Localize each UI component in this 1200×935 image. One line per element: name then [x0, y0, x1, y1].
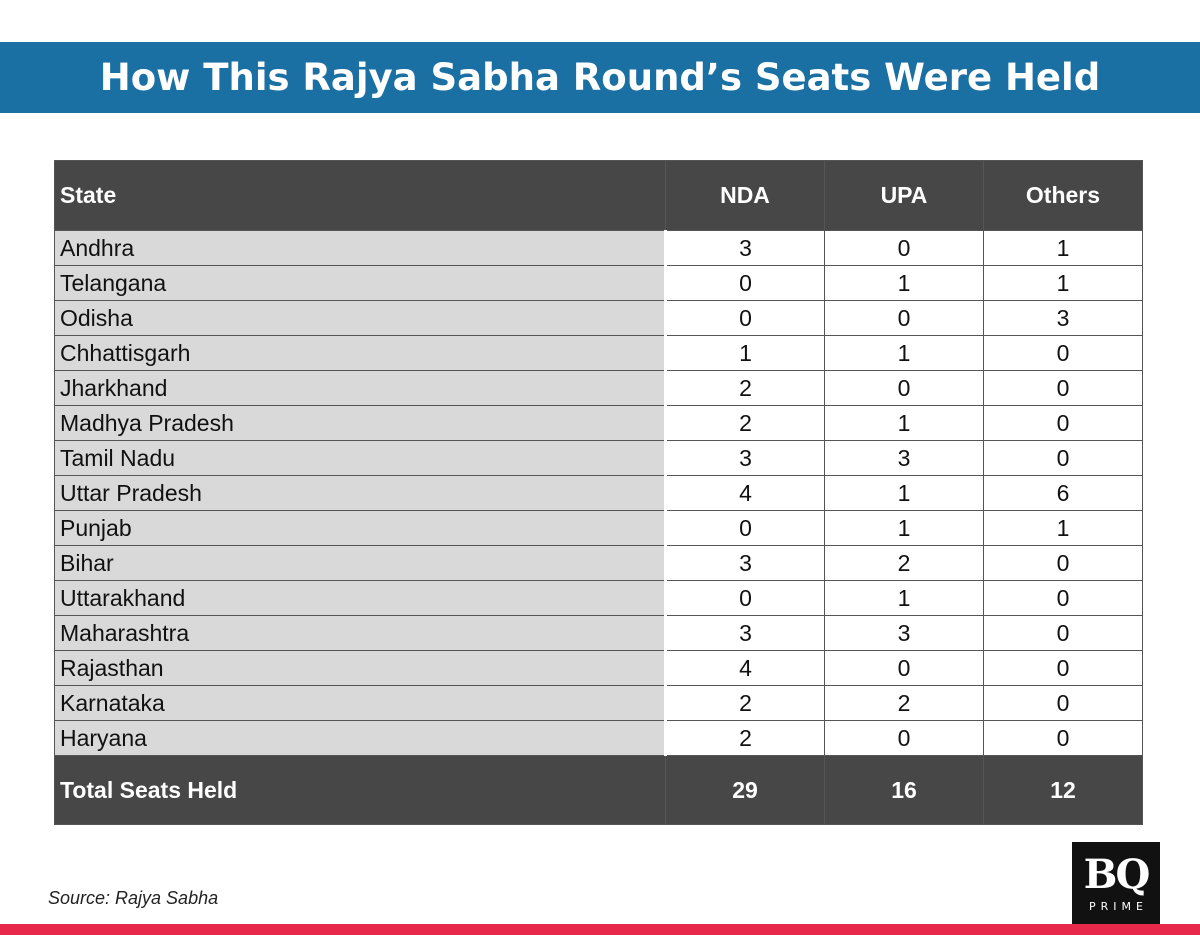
upa-value-cell: 3: [825, 441, 984, 476]
column-header-others: Others: [984, 161, 1143, 231]
state-name-cell: Maharashtra: [55, 616, 666, 651]
table-row: [55, 336, 1143, 371]
state-name-cell: Telangana: [55, 266, 666, 301]
state-name-cell: Jharkhand: [55, 371, 666, 406]
nda-value-cell: 1: [666, 336, 825, 371]
others-value-cell: 1: [984, 231, 1143, 266]
others-value-cell: 0: [984, 546, 1143, 581]
state-name-cell: Uttar Pradesh: [55, 476, 666, 511]
upa-value-cell: 0: [825, 721, 984, 756]
state-name-cell: Andhra: [55, 231, 666, 266]
table-header-row: [55, 161, 1143, 231]
column-header-state: State: [55, 161, 666, 231]
table-body: [55, 231, 1143, 756]
nda-value-cell: 3: [666, 441, 825, 476]
upa-value-cell: 1: [825, 511, 984, 546]
total-row: [55, 756, 1143, 825]
nda-value-cell: 0: [666, 511, 825, 546]
upa-value-cell: 2: [825, 546, 984, 581]
others-value-cell: 0: [984, 581, 1143, 616]
others-value-cell: 1: [984, 511, 1143, 546]
logo-subtitle: PRIME: [1089, 900, 1148, 913]
nda-value-cell: 4: [666, 476, 825, 511]
upa-value-cell: 1: [825, 336, 984, 371]
column-header-upa: UPA: [825, 161, 984, 231]
others-value-cell: 0: [984, 441, 1143, 476]
table-row: [55, 721, 1143, 756]
nda-value-cell: 2: [666, 406, 825, 441]
others-value-cell: 0: [984, 406, 1143, 441]
table-row: [55, 616, 1143, 651]
total-upa: 16: [825, 756, 984, 825]
upa-value-cell: 0: [825, 651, 984, 686]
title-banner: [0, 42, 1200, 113]
state-name-cell: Tamil Nadu: [55, 441, 666, 476]
state-name-cell: Odisha: [55, 301, 666, 336]
upa-value-cell: 0: [825, 231, 984, 266]
page-title: How This Rajya Sabha Round’s Seats Were Held: [99, 56, 1101, 99]
bottom-accent-bar: [0, 924, 1200, 935]
state-name-cell: Uttarakhand: [55, 581, 666, 616]
table-row: [55, 371, 1143, 406]
bq-prime-logo: [1072, 842, 1160, 930]
nda-value-cell: 2: [666, 371, 825, 406]
column-header-nda: NDA: [666, 161, 825, 231]
nda-value-cell: 0: [666, 301, 825, 336]
table-row: [55, 231, 1143, 266]
table-row: [55, 441, 1143, 476]
nda-value-cell: 0: [666, 266, 825, 301]
others-value-cell: 0: [984, 371, 1143, 406]
table-row: [55, 406, 1143, 441]
nda-value-cell: 3: [666, 546, 825, 581]
table-row: [55, 266, 1143, 301]
others-value-cell: 0: [984, 721, 1143, 756]
total-label: Total Seats Held: [55, 756, 666, 825]
others-value-cell: 3: [984, 301, 1143, 336]
upa-value-cell: 0: [825, 371, 984, 406]
state-name-cell: Chhattisgarh: [55, 336, 666, 371]
upa-value-cell: 1: [825, 581, 984, 616]
nda-value-cell: 2: [666, 721, 825, 756]
table-row: [55, 581, 1143, 616]
upa-value-cell: 1: [825, 476, 984, 511]
nda-value-cell: 3: [666, 616, 825, 651]
state-name-cell: Rajasthan: [55, 651, 666, 686]
others-value-cell: 1: [984, 266, 1143, 301]
table-row: [55, 686, 1143, 721]
state-name-cell: Bihar: [55, 546, 666, 581]
nda-value-cell: 3: [666, 231, 825, 266]
upa-value-cell: 2: [825, 686, 984, 721]
upa-value-cell: 1: [825, 406, 984, 441]
upa-value-cell: 3: [825, 616, 984, 651]
table-row: [55, 301, 1143, 336]
nda-value-cell: 0: [666, 581, 825, 616]
total-nda: 29: [666, 756, 825, 825]
state-name-cell: Madhya Pradesh: [55, 406, 666, 441]
table-row: [55, 476, 1143, 511]
others-value-cell: 0: [984, 686, 1143, 721]
nda-value-cell: 4: [666, 651, 825, 686]
table-row: [55, 511, 1143, 546]
others-value-cell: 6: [984, 476, 1143, 511]
nda-value-cell: 2: [666, 686, 825, 721]
table-row: [55, 546, 1143, 581]
seats-table: [54, 160, 1143, 825]
total-others: 12: [984, 756, 1143, 825]
state-name-cell: Punjab: [55, 511, 666, 546]
upa-value-cell: 0: [825, 301, 984, 336]
upa-value-cell: 1: [825, 266, 984, 301]
state-name-cell: Karnataka: [55, 686, 666, 721]
others-value-cell: 0: [984, 651, 1143, 686]
table-row: [55, 651, 1143, 686]
logo-mark: BQ: [1083, 851, 1149, 898]
state-name-cell: Haryana: [55, 721, 666, 756]
others-value-cell: 0: [984, 336, 1143, 371]
others-value-cell: 0: [984, 616, 1143, 651]
source-note: Source: Rajya Sabha: [48, 888, 219, 908]
